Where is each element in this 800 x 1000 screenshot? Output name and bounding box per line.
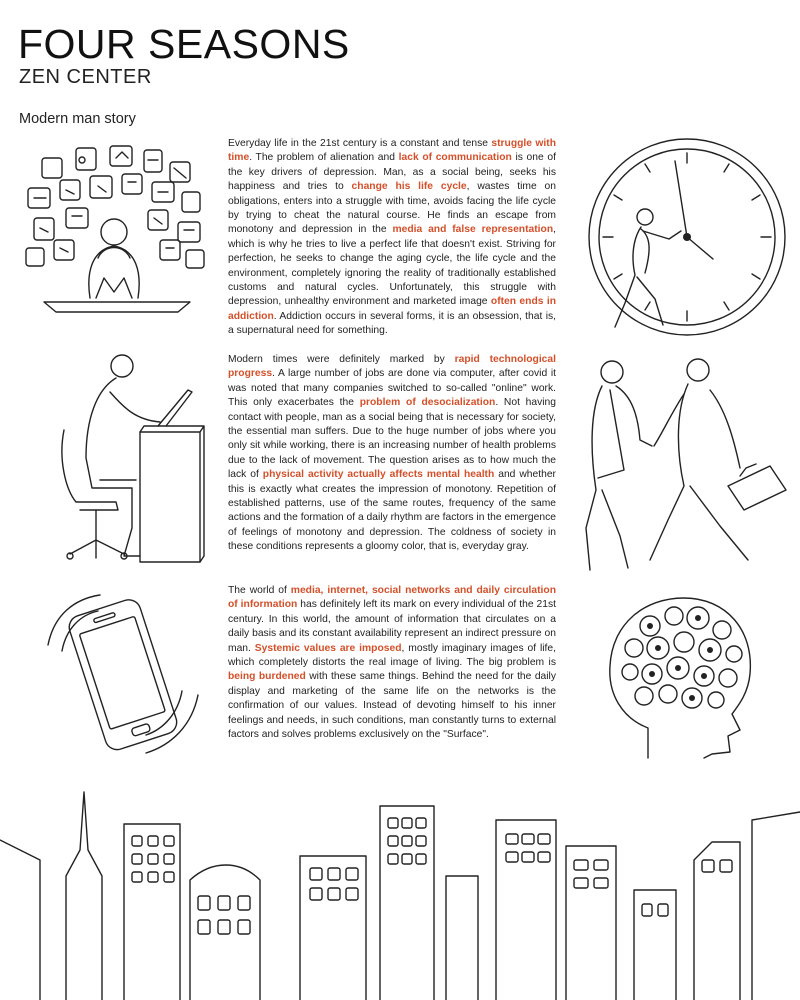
text-run: is one of the key drivers of depression. Man, as a social being, seeks his happiness and tries to <box>228 152 556 193</box>
text-run: , wastes time on obligations, enters into a struggle with time, avoids facing the life cycle by trying to cheat the natural course. He finds an escape from monotony and depression in the <box>228 181 557 236</box>
man-pushing-clock-illustration <box>585 127 795 342</box>
text-run: , mostly imaginary images of life, which completely distorts the real image of living. The big problem is <box>228 642 556 669</box>
paragraph-2 <box>228 353 556 555</box>
highlight-phrase: rapid technological progress <box>228 354 556 380</box>
text-run: . A large number of jobs are done via computer, after covid it was noted that many companies switched to so-called "online" work. This only exacerbates the <box>228 368 556 409</box>
text-run: The world of <box>228 585 291 596</box>
office-chair <box>62 430 127 559</box>
app-icons-cloud <box>26 146 204 268</box>
smartphone-screen <box>79 616 165 729</box>
highlight-phrase: change his life cycle <box>351 181 467 193</box>
highlight-phrase: problem of desocialization <box>359 397 496 409</box>
highlight-phrase: struggle with time <box>228 138 556 164</box>
businessman-right-silhouette <box>650 359 748 560</box>
clock-minute-hand <box>675 161 687 237</box>
briefcase <box>728 464 786 510</box>
text-run: and whether this is exactly what creates the impression of monotony. Repetition of established patterns, use of the same routes, frequency of the same actions and the formation of a daily rhythm are factors in the emergence of feelings of monotony and depression. The coldness of society in these conditions represents a gloomy color, that is, everyday gray. <box>228 469 556 553</box>
text-run: . Not having contact with people, man as a social being that is necessary for society, the essential man suffers. Due to the huge number of jobs where you only sit while working, there is an increasing number of health problems due to the lack of movement. The question arises as to how much the lack of <box>228 397 557 481</box>
building-windows <box>132 818 732 934</box>
vibrating-smartphone-illustration <box>30 585 215 765</box>
businessmen-handshake-illustration <box>580 350 795 575</box>
text-run: with these same things. Behind the need for the daily display and marketing of the same life on the networks is the confirmation of our values. Instead of devoting himself to his inner feelings and needs, in such conditions, man constantly turns to external factors and solves problems exclusively on the "Surface". <box>228 671 556 741</box>
highlight-phrase: media and false representation <box>392 224 554 236</box>
city-skyline-illustration <box>0 780 800 1000</box>
highlight-phrase: lack of communication <box>398 152 512 164</box>
sitting-person-silhouette <box>44 219 190 312</box>
highlight-phrase: Systemic values are imposed <box>254 642 402 654</box>
text-run: . Addiction occurs in several forms, it is an obsession, that is, a supernatural need for something. <box>228 310 556 337</box>
building-outlines <box>0 792 800 1000</box>
section-title: Modern man story <box>19 111 136 127</box>
text-run: Everyday life in the 21st century is a constant and tense <box>228 138 492 149</box>
highlight-phrase: being burdened <box>228 671 306 683</box>
text-run: . The problem of alienation and <box>249 152 399 164</box>
text-run: has definitely left its mark on every individual of the 21st century. In this world, the amount of information that circulates on a daily basis and its constant availability represent an indirect pressure on man. <box>228 599 556 654</box>
paragraph-3 <box>228 584 556 742</box>
businessman-left-silhouette <box>586 361 652 570</box>
text-run: , which is why he tries to live a perfect life that doesn't exist. Striving for perfection, he seeks to change the aging cycle, the life cycle and the environment, completely ignoring the reality of traditionally established customs and natural cycles. Unfortunately, this struggle with depression, unhealthy environment and marketed image <box>228 224 556 308</box>
laptop <box>158 390 192 426</box>
text-run: Modern times were definitely marked by <box>228 354 455 365</box>
desk <box>140 426 204 562</box>
brain-gears-cluster <box>622 607 742 708</box>
person-surrounded-by-app-icons-illustration <box>20 140 210 320</box>
highlight-phrase: media, internet, social networks and daily circulation of information <box>228 585 556 611</box>
man-working-at-laptop-illustration <box>40 350 210 570</box>
head-with-gears-illustration <box>600 590 765 760</box>
page-title: FOUR SEASONS <box>18 21 350 67</box>
page-subtitle: ZEN CENTER <box>19 66 152 88</box>
vibration-waves <box>48 595 198 753</box>
pushing-man-silhouette <box>615 209 681 327</box>
paragraph-1 <box>228 137 556 339</box>
highlight-phrase: often ends in addiction <box>228 296 556 322</box>
working-man-silhouette <box>86 355 160 556</box>
highlight-phrase: physical activity actually affects mental health <box>262 469 495 481</box>
